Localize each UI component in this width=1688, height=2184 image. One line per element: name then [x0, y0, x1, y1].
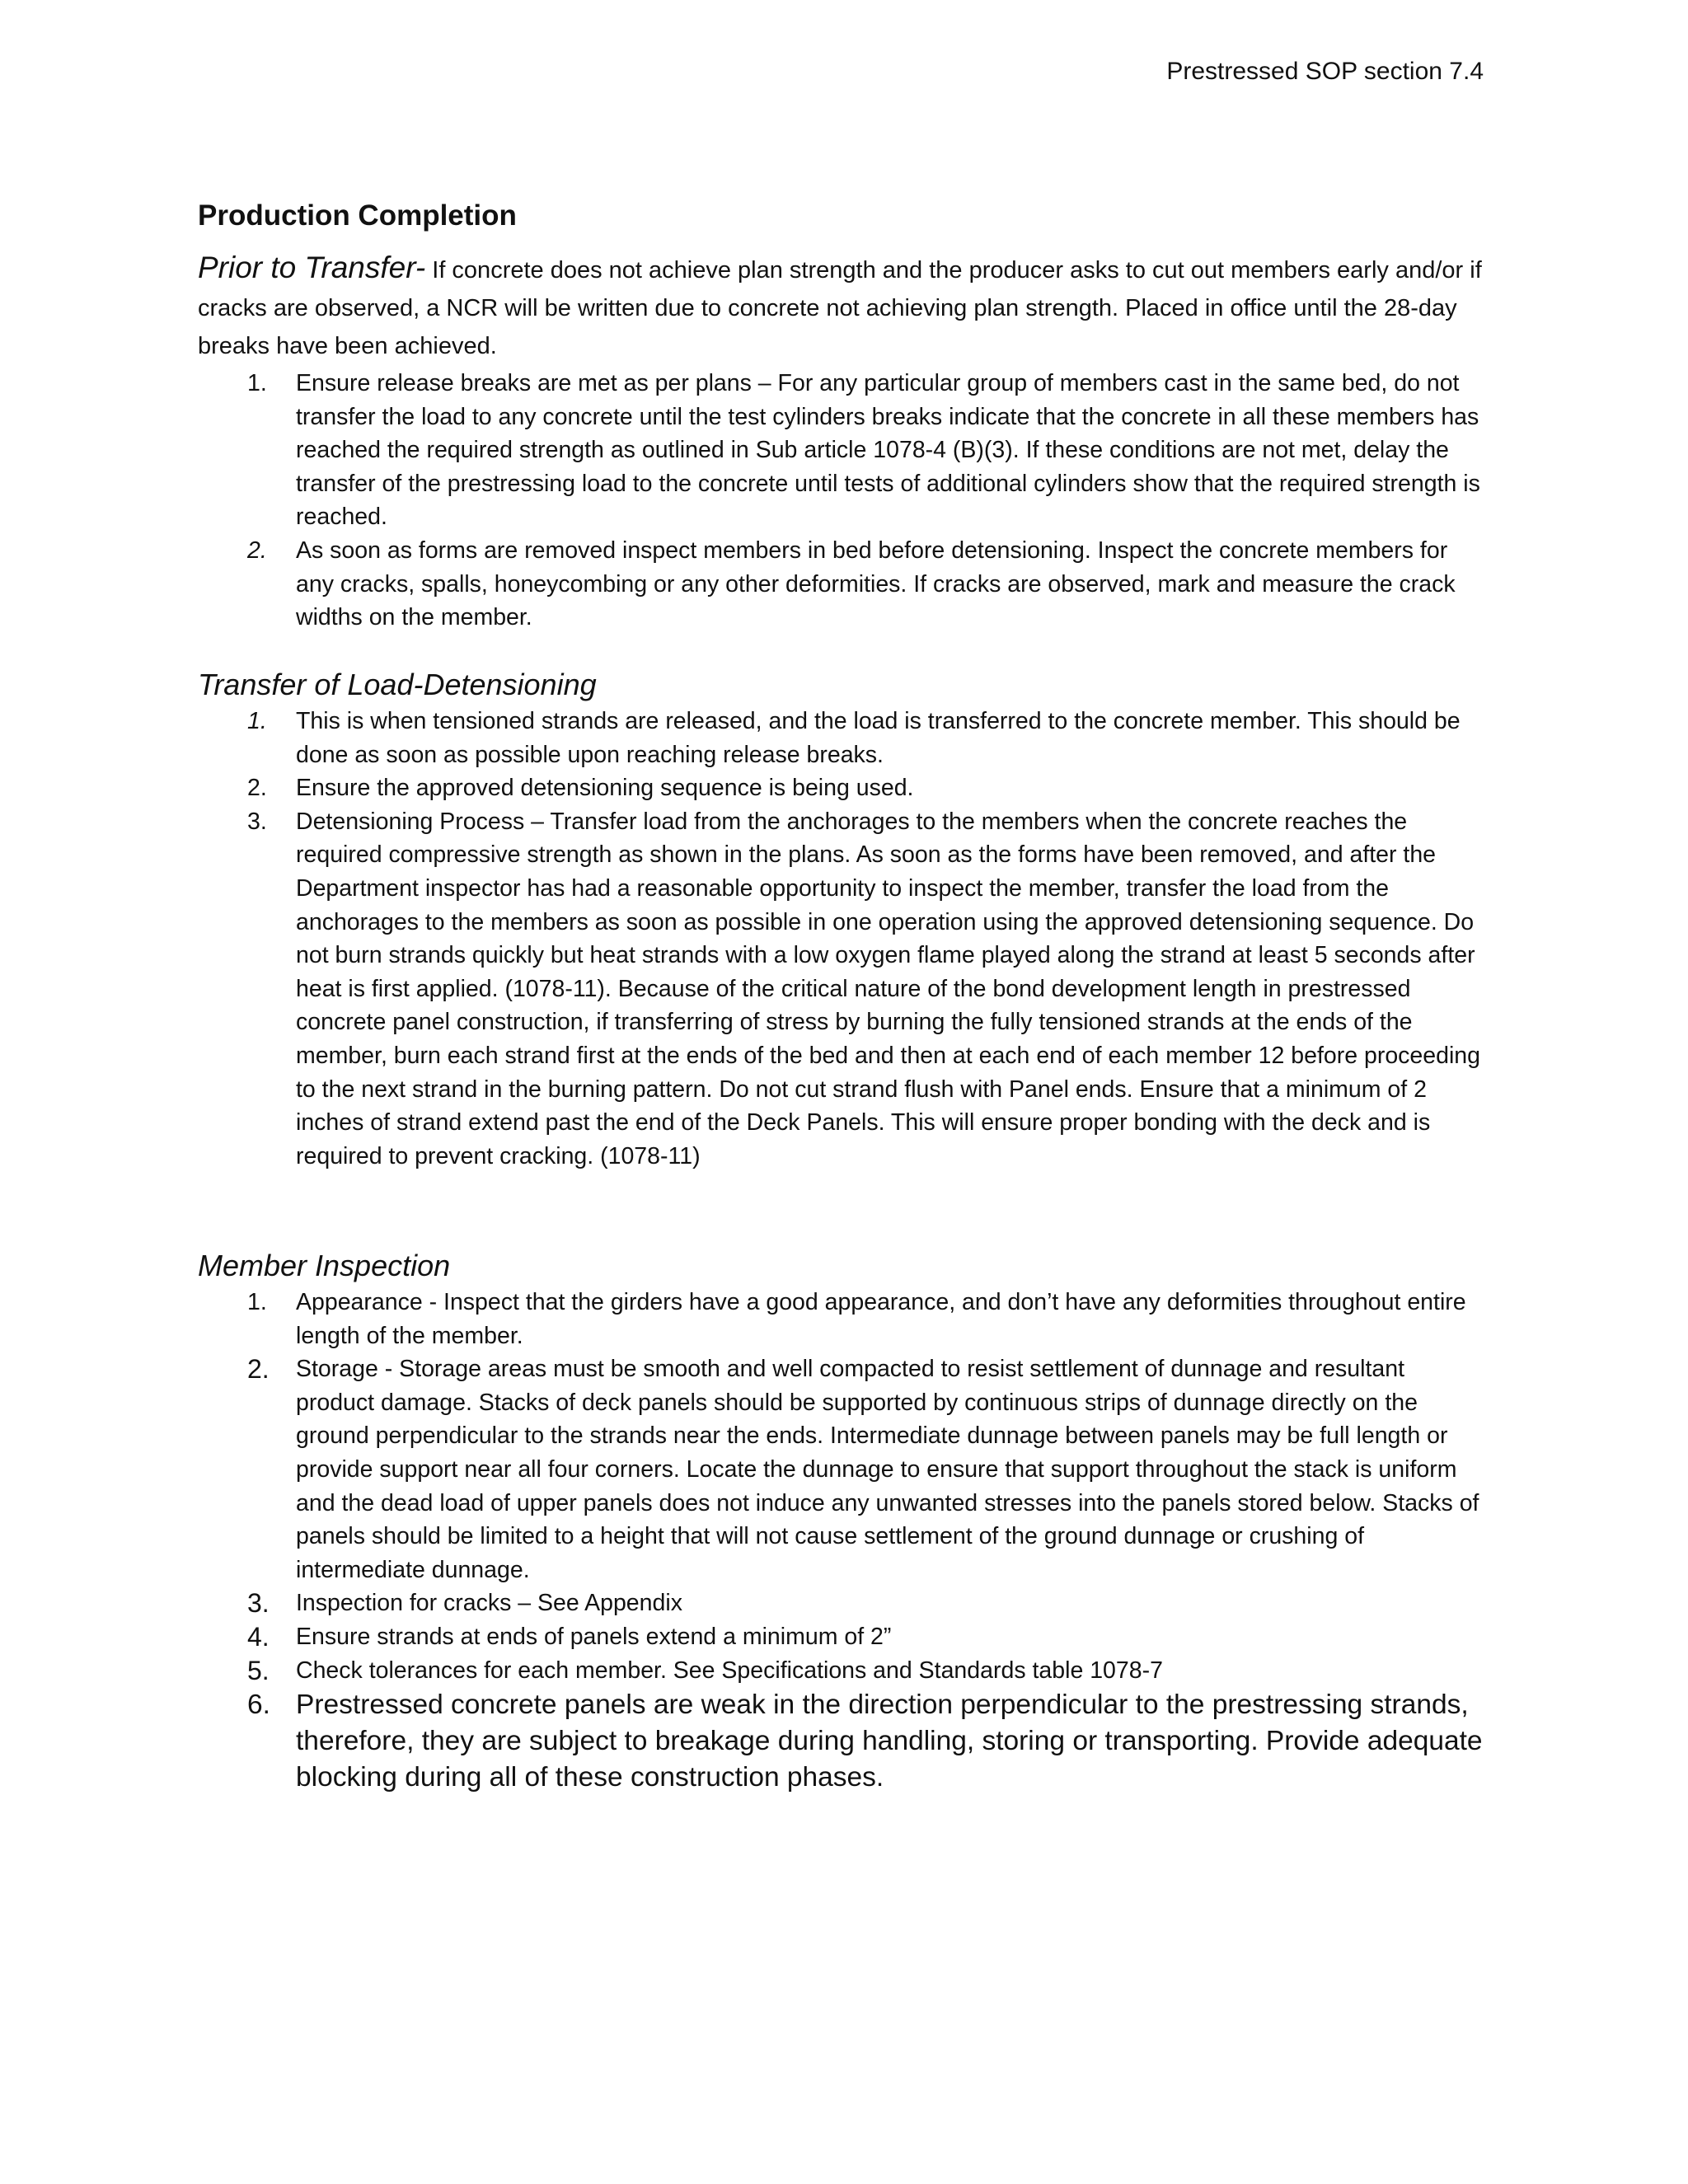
list-item — [198, 771, 1484, 805]
list-text: Appearance - Inspect that the girders have a good appearance, and don’t have any deformities throughout entire length of the member. — [296, 1289, 1466, 1349]
list-text: Detensioning Process – Transfer load from the anchorages to the members when the concrete reaches the required compressive strength as shown in the plans. As soon as the forms have been removed, and after the Department inspector has had a reasonable opportunity to inspect the member, transfer the load from the anchorages to the members as soon as possible in one operation using the approved detensioning sequence. Do not burn strands quickly but heat strands with a low oxygen flame played along the strand at least 5 seconds after heat is first applied. (1078-11). Because of the critical nature of the bond development length in prestressed concrete panel construction, if transferring of stress by burning the fully tensioned strands at the ends of the member, burn each strand first at the ends of the bed and then at each end of each member 12 before proceeding to the next strand in the burning pattern. Do not cut strand flush with Panel ends. Ensure that a minimum of 2 inches of strand extend past the end of the Deck Panels. This will ensure proper bonding with the deck and is required to prevent cracking. (1078-11) — [296, 808, 1481, 1169]
list-text: Storage - Storage areas must be smooth and well compacted to resist settlement of dunnage and resultant product damage. Stacks of deck panels should be supported by continuous strips of dunnage directly on the ground perpendicular to the strands near the ends. Intermediate dunnage between panels may be full length or provide support near all four corners. Locate the dunnage to ensure that support throughout the stack is uniform and the dead load of upper panels does not induce any unwanted stresses into the panels stored below. Stacks of panels should be limited to a height that will not cause settlement of the ground dunnage or crushing of intermediate dunnage. — [296, 1356, 1479, 1583]
list-text: Check tolerances for each member. See Specifications and Standards table 1078-7 — [296, 1657, 1163, 1684]
list-item — [198, 1654, 1484, 1688]
document-page — [198, 0, 1484, 2184]
list-text: As soon as forms are removed inspect members in bed before detensioning. Inspect the concrete members for any cracks, spalls, honeycombing or any other deformities. If cracks are observed, mark and measure the crack widths on the member. — [296, 537, 1456, 631]
intro-lead: Prior to Transfer- — [198, 251, 426, 284]
list-text: Ensure release breaks are met as per plans – For any particular group of members cast in the same bed, do not transfer the load to any concrete until the test cylinders breaks indicate that the concrete in all these members has reached the required strength as outlined in Sub article 1078-4 (B)(3). If these conditions are not met, delay the transfer of the prestressing load to the concrete until tests of additional cylinders show that the required strength is reached. — [296, 370, 1480, 531]
list-item — [198, 534, 1484, 635]
list-text: Inspection for cracks – See Appendix — [296, 1590, 682, 1617]
list-item — [198, 1687, 1484, 1796]
section-heading-inspection: Member Inspection — [198, 1249, 451, 1282]
list-number: 3. — [247, 808, 267, 835]
list-item — [198, 805, 1484, 1174]
list-number: 1. — [247, 1289, 267, 1315]
list-item — [198, 367, 1484, 534]
list-number: 3. — [247, 1588, 270, 1619]
intro-paragraph — [198, 249, 1484, 365]
list-number: 6. — [247, 1690, 270, 1721]
prior-to-transfer-list — [198, 367, 1484, 635]
page-title: Production Completion — [198, 199, 517, 232]
list-item — [198, 1586, 1484, 1620]
list-item — [198, 1620, 1484, 1654]
list-number: 2. — [247, 775, 267, 802]
list-number: 5. — [247, 1655, 270, 1685]
list-number: 1. — [247, 708, 267, 734]
list-item — [198, 705, 1484, 771]
inspection-list — [198, 1286, 1484, 1796]
section-heading-transfer: Transfer of Load-Detensioning — [198, 668, 597, 701]
list-item — [198, 1352, 1484, 1586]
list-text: This is when tensioned strands are released, and the load is transferred to the concrete member. This should be done as soon as possible upon reaching release breaks. — [296, 708, 1461, 768]
intro-text: If concrete does not achieve plan strength and the producer asks to cut out members early and/or if cracks are observed, a NCR will be written due to concrete not achieving plan strength. Placed in office until the 28-day breaks have been achieved. — [198, 257, 1482, 359]
list-text: Ensure the approved detensioning sequence is being used. — [296, 775, 914, 802]
list-number: 2. — [247, 537, 267, 564]
list-number: 1. — [247, 370, 267, 396]
list-number: 4. — [247, 1621, 270, 1652]
list-text: Prestressed concrete panels are weak in the direction perpendicular to the prestressing strands, therefore, they are subject to breakage during handling, storing or transporting. Provide adequate blocking during all of these construction phases. — [296, 1690, 1483, 1793]
list-item — [198, 1286, 1484, 1352]
running-header: Prestressed SOP section 7.4 — [1166, 58, 1484, 85]
list-text: Ensure strands at ends of panels extend a minimum of 2” — [296, 1623, 892, 1650]
list-number: 2. — [247, 1354, 270, 1385]
transfer-list — [198, 705, 1484, 1173]
